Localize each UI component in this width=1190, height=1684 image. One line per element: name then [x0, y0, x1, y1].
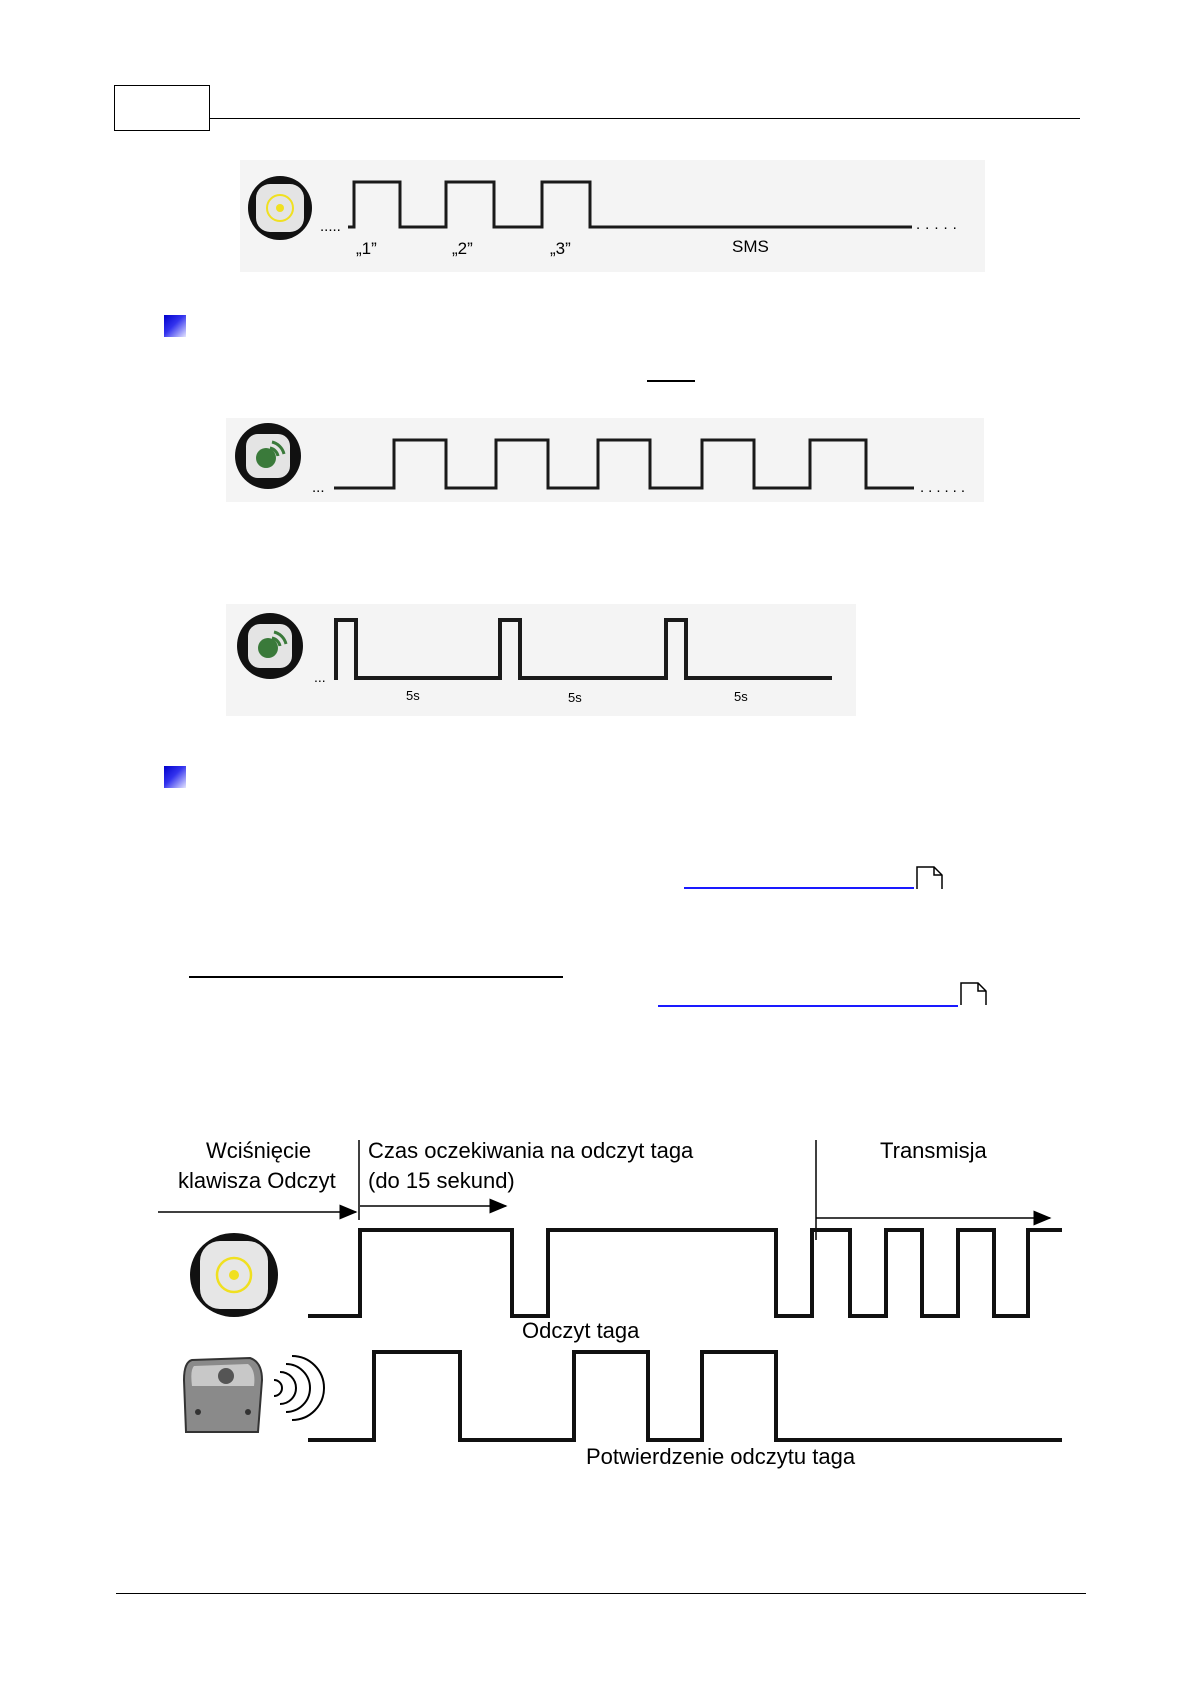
page-corner-icon: [916, 866, 944, 890]
interval-label-3: 5s: [734, 689, 748, 704]
tag-read-label: Odczyt taga: [522, 1318, 640, 1343]
wait-label-line1: Czas oczekiwania na odczyt taga: [368, 1138, 694, 1163]
figure-3-diagram: [226, 604, 856, 716]
interval-label-1: 5s: [406, 688, 420, 703]
figure-2-trailing-dots: ......: [920, 479, 970, 496]
figure-2-panel: [226, 418, 984, 502]
figure-1-diagram: [240, 160, 985, 272]
figure-4-timing-diagram: [150, 1130, 1080, 1480]
green-signal-button-icon-2: [237, 613, 303, 679]
underline-mark: [647, 380, 695, 382]
green-signal-button-icon: [235, 423, 301, 489]
page-corner-icon-2: [960, 982, 988, 1006]
figure-1-signal: [348, 182, 912, 227]
figure-1-panel: [240, 160, 985, 272]
yellow-button-icon: [248, 176, 312, 240]
button-signal: [308, 1230, 1062, 1316]
figure-3-panel: [226, 604, 856, 716]
pulse-label-2: „2”: [452, 239, 473, 258]
header-page-box: [114, 85, 210, 131]
section-bullet-2: [164, 766, 186, 788]
yellow-button-icon-2: [190, 1233, 278, 1317]
figure-2-leading-dots: ...: [312, 479, 325, 496]
sms-label: SMS: [732, 237, 769, 256]
header-rule: [210, 118, 1080, 119]
footer-rule: [116, 1593, 1086, 1594]
wait-label-line2: (do 15 sekund): [368, 1168, 515, 1193]
figure-2-signal: [334, 440, 914, 488]
press-label-line2: klawisza Odczyt: [178, 1168, 336, 1193]
confirmation-label: Potwierdzenie odczytu taga: [586, 1444, 856, 1469]
figure-1-trailing-dots: .....: [916, 216, 962, 233]
section-bullet-1: [164, 315, 186, 337]
figure-3-leading-dots: ...: [314, 669, 326, 685]
black-underline: [189, 976, 563, 978]
transmission-label: Transmisja: [880, 1138, 987, 1163]
reader-device-icon: [184, 1356, 324, 1432]
press-label-line1: Wciśnięcie: [206, 1138, 312, 1163]
figure-2-diagram: [226, 418, 984, 502]
page-link-1[interactable]: [684, 887, 914, 889]
figure-1-leading-dots: .....: [320, 218, 341, 235]
figure-3-signal: [334, 620, 832, 678]
interval-label-2: 5s: [568, 690, 582, 705]
pulse-label-3: „3”: [550, 239, 571, 258]
reader-signal: [308, 1352, 1062, 1440]
pulse-label-1: „1”: [356, 239, 377, 258]
page-link-2[interactable]: [658, 1005, 958, 1007]
